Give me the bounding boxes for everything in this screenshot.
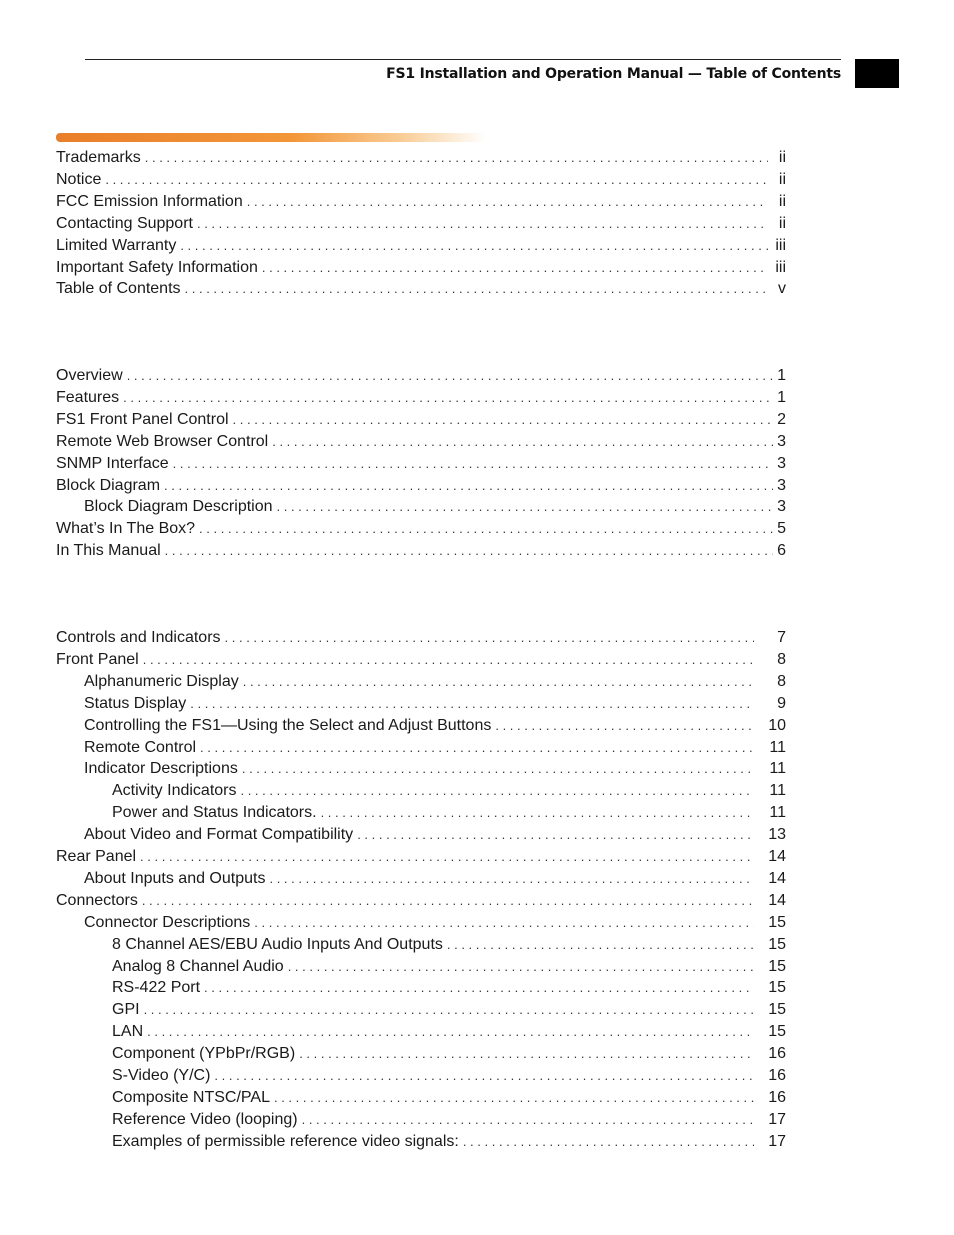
- toc-entry-page-number: 15: [768, 1001, 786, 1019]
- toc-entry-page-number: 17: [768, 1132, 786, 1150]
- toc-entry-page-number: 1: [777, 388, 786, 406]
- toc-entry-label: Important Safety Information: [56, 258, 258, 276]
- toc-leader-dots: [272, 1087, 754, 1109]
- toc-entry-page-number: 15: [768, 957, 786, 975]
- toc-leader-dots: [260, 257, 768, 279]
- toc-entry-label: Block Diagram Description: [84, 498, 273, 516]
- toc-entry-label: Trademarks: [56, 149, 141, 166]
- toc-entry-page-number: 11: [769, 804, 786, 822]
- toc-entry[interactable]: [56, 912, 786, 934]
- toc-leader-dots: [162, 475, 773, 497]
- toc-leader-dots: [142, 999, 754, 1021]
- toc-entry[interactable]: [56, 649, 786, 671]
- toc-entry-page-number: 11: [769, 782, 786, 800]
- toc-entry-page-number: ii: [778, 170, 786, 188]
- toc-entry-label: Composite NTSC/PAL: [112, 1088, 270, 1106]
- toc-entry[interactable]: [56, 431, 786, 453]
- toc-entry-page-number: 2: [777, 410, 786, 428]
- toc-entry-page-number: ii: [778, 214, 786, 232]
- toc-leader-dots: [245, 191, 768, 213]
- toc-entry-page-number: 5: [777, 520, 786, 538]
- toc-entry-label: What’s In The Box?: [56, 520, 196, 538]
- toc-entry-label: In This Manual: [56, 542, 161, 560]
- toc-entry-page-number: iii: [775, 258, 786, 276]
- toc-entry-label: Overview: [56, 367, 123, 384]
- toc-entry-label: About Video and Format Compatibility: [84, 826, 354, 844]
- toc-entry-label: RS-422 Port: [112, 979, 201, 997]
- toc-leader-dots: [178, 235, 768, 257]
- toc-entry[interactable]: [56, 956, 786, 978]
- toc-entry-page-number: ii: [778, 192, 786, 210]
- toc-leader-dots: [493, 715, 754, 737]
- toc-entry-page-number: 14: [768, 891, 786, 909]
- toc-leader-dots: [198, 737, 754, 759]
- toc-entry[interactable]: [56, 1109, 786, 1131]
- toc-entry[interactable]: [56, 1021, 786, 1043]
- toc-entry[interactable]: [56, 475, 786, 497]
- toc-entry-page-number: 16: [768, 1067, 786, 1084]
- toc-leader-dots: [275, 496, 774, 518]
- toc-entry[interactable]: [56, 169, 786, 191]
- toc-leader-dots: [270, 431, 773, 453]
- toc-leader-dots: [286, 956, 754, 978]
- toc-entry-label: Controlling the FS1—Using the Select and Adjust Buttons: [84, 716, 492, 734]
- toc-entry-label: Rear Panel: [56, 848, 137, 865]
- toc-entry[interactable]: [56, 868, 786, 890]
- toc-entry[interactable]: [56, 496, 786, 518]
- toc-entry[interactable]: [56, 365, 786, 387]
- toc-entry[interactable]: [56, 627, 786, 649]
- toc-leader-dots: [188, 693, 754, 715]
- toc-entry-page-number: 11: [769, 760, 786, 778]
- toc-entry[interactable]: [56, 409, 786, 431]
- toc-leader-dots: [103, 169, 768, 191]
- toc-entry-page-number: 10: [768, 716, 786, 734]
- page-tab-block: [855, 59, 899, 88]
- toc-entry-label: Status Display: [84, 694, 187, 712]
- toc-entry-page-number: 13: [768, 826, 786, 844]
- toc-leader-dots: [300, 1109, 754, 1131]
- toc-entry-label: LAN: [112, 1023, 144, 1041]
- page-header-title: FS1 Installation and Operation Manual — Table of Contents: [386, 66, 841, 82]
- toc-entry-page-number: 15: [768, 979, 786, 997]
- toc-leader-dots: [202, 977, 754, 999]
- toc-leader-dots: [231, 409, 774, 431]
- toc-leader-dots: [143, 147, 768, 169]
- toc-entry[interactable]: [56, 1131, 786, 1153]
- toc-leader-dots: [138, 846, 754, 868]
- toc-leader-dots: [445, 934, 754, 956]
- toc-entry-label: Contacting Support: [56, 214, 193, 232]
- toc-entry-label: Front Panel: [56, 650, 139, 668]
- toc-entry-label: Examples of permissible reference video signals:: [112, 1132, 459, 1150]
- toc-entry[interactable]: [56, 518, 786, 540]
- toc-entry[interactable]: [56, 147, 786, 169]
- toc-entry[interactable]: [56, 213, 786, 235]
- toc-entry[interactable]: [56, 387, 786, 409]
- toc-entry[interactable]: [56, 453, 786, 475]
- toc-entry-page-number: 8: [777, 672, 786, 690]
- toc-entry[interactable]: [56, 999, 786, 1021]
- toc-leader-dots: [121, 387, 773, 409]
- section-accent-bar: [56, 133, 486, 142]
- toc-entry[interactable]: [56, 235, 786, 257]
- toc-leader-dots: [252, 912, 754, 934]
- toc-entry-label: FS1 Front Panel Control: [56, 410, 229, 428]
- toc-entry-label: Component (YPbPr/RGB): [112, 1045, 296, 1063]
- toc-entry-page-number: 17: [768, 1110, 786, 1128]
- toc-leader-dots: [241, 671, 754, 693]
- toc-entry[interactable]: [56, 1087, 786, 1109]
- toc-entry-label: About Inputs and Outputs: [84, 869, 266, 887]
- toc-entry-page-number: 14: [768, 848, 786, 865]
- toc-entry-label: Connectors: [56, 891, 138, 909]
- toc-leader-dots: [171, 453, 773, 475]
- toc-leader-dots: [240, 758, 754, 780]
- toc-entry-label: Remote Web Browser Control: [56, 432, 269, 450]
- toc-entry-page-number: 9: [777, 694, 786, 712]
- toc-entry-page-number: 15: [768, 913, 786, 931]
- toc-entry-page-number: ii: [778, 149, 786, 166]
- toc-entry-label: Controls and Indicators: [56, 629, 221, 646]
- toc-entry-page-number: iii: [775, 236, 786, 254]
- toc-leader-dots: [195, 213, 768, 235]
- toc-entry[interactable]: [56, 824, 786, 846]
- toc-entry[interactable]: [56, 977, 786, 999]
- toc-entry-label: Analog 8 Channel Audio: [112, 957, 284, 975]
- toc-entry-label: Indicator Descriptions: [84, 760, 238, 778]
- toc-entry-page-number: 16: [768, 1045, 786, 1063]
- toc-leader-dots: [461, 1131, 754, 1153]
- toc-leader-dots: [238, 780, 754, 802]
- toc-entry-label: Block Diagram: [56, 476, 161, 494]
- toc-entry[interactable]: [56, 890, 786, 912]
- toc-entry-page-number: 7: [777, 629, 786, 646]
- header-rule: [85, 59, 841, 60]
- toc-entry-page-number: 15: [768, 1023, 786, 1041]
- toc-entry-label: S-Video (Y/C): [112, 1067, 211, 1084]
- toc-entry-label: Features: [56, 388, 120, 406]
- toc-entry[interactable]: [56, 257, 786, 279]
- toc-entry-page-number: v: [778, 280, 786, 298]
- toc-entry-page-number: 3: [777, 432, 786, 450]
- toc-entry-page-number: 1: [777, 367, 786, 384]
- toc-entry-label: Power and Status Indicators.: [112, 804, 317, 822]
- toc-entry[interactable]: [56, 540, 786, 562]
- toc-entry[interactable]: [56, 780, 786, 802]
- toc-entry-page-number: 14: [768, 869, 786, 887]
- toc-leader-dots: [197, 518, 773, 540]
- toc-entry-label: Reference Video (looping): [112, 1110, 298, 1128]
- toc-leader-dots: [297, 1043, 754, 1065]
- toc-entry-label: Alphanumeric Display: [84, 672, 239, 690]
- toc-entry-page-number: 3: [777, 476, 786, 494]
- toc-entry-page-number: 15: [768, 935, 786, 953]
- toc-entry-page-number: 16: [768, 1088, 786, 1106]
- toc-leader-dots: [355, 824, 754, 846]
- toc-entry-label: Remote Control: [84, 738, 197, 756]
- toc-leader-dots: [212, 1065, 754, 1087]
- toc-entry-label: SNMP Interface: [56, 454, 169, 472]
- toc-entry[interactable]: [56, 737, 786, 759]
- toc-entry[interactable]: [56, 693, 786, 715]
- toc-leader-dots: [141, 649, 754, 671]
- toc-entry[interactable]: [56, 758, 786, 780]
- toc-leader-dots: [125, 365, 773, 387]
- toc-entry-page-number: 3: [777, 498, 786, 516]
- toc-entry[interactable]: [56, 802, 786, 824]
- toc-entry-label: Limited Warranty: [56, 236, 177, 254]
- toc-leader-dots: [140, 890, 754, 912]
- toc-entry-page-number: 6: [777, 542, 786, 560]
- toc-entry[interactable]: [56, 715, 786, 737]
- toc-entry-label: Table of Contents: [56, 280, 181, 298]
- toc-entry[interactable]: [56, 191, 786, 213]
- toc-entry[interactable]: [56, 934, 786, 956]
- toc-entry[interactable]: [56, 1043, 786, 1065]
- toc-entry-page-number: 8: [777, 650, 786, 668]
- toc-leader-dots: [163, 540, 773, 562]
- toc-leader-dots: [319, 802, 754, 824]
- toc-entry[interactable]: [56, 846, 786, 868]
- toc-leader-dots: [145, 1021, 754, 1043]
- toc-entry[interactable]: [56, 671, 786, 693]
- toc-leader-dots: [267, 868, 754, 890]
- toc-entry-label: Activity Indicators: [112, 782, 237, 800]
- toc-entry-label: FCC Emission Information: [56, 192, 243, 210]
- toc-leader-dots: [223, 627, 754, 649]
- toc-entry-label: GPI: [112, 1001, 140, 1019]
- toc-entry-page-number: 3: [777, 454, 786, 472]
- toc-entry-label: Notice: [56, 170, 102, 188]
- toc-entry-label: 8 Channel AES/EBU Audio Inputs And Outputs: [112, 935, 443, 953]
- toc-entry[interactable]: [56, 1065, 786, 1087]
- toc-leader-dots: [183, 278, 768, 300]
- toc-entry[interactable]: [56, 278, 786, 300]
- toc-entry-label: Connector Descriptions: [84, 913, 251, 931]
- toc-entry-page-number: 11: [769, 738, 786, 756]
